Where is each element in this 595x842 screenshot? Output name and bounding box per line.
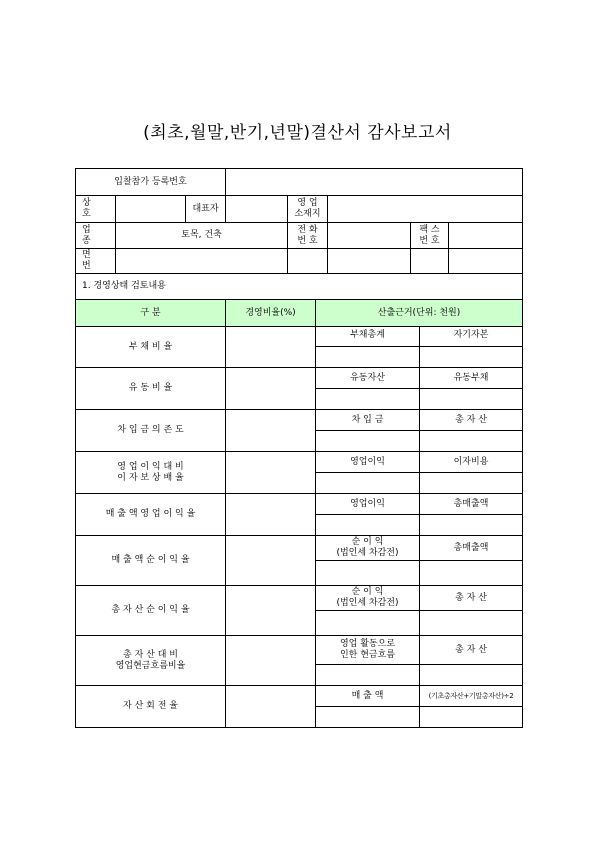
denominator-value-field[interactable] bbox=[419, 346, 523, 368]
license-field-5[interactable] bbox=[448, 248, 523, 274]
ratio-field-operating-cashflow-ratio[interactable] bbox=[225, 635, 316, 686]
license-field-3[interactable] bbox=[327, 248, 411, 274]
document-title: (최초,월말,반기,년말)결산서 감사보고서 bbox=[143, 123, 452, 143]
ratio-field-operating-margin[interactable] bbox=[225, 493, 316, 536]
denominator-value-field[interactable] bbox=[419, 610, 523, 636]
ceo-field[interactable] bbox=[225, 195, 288, 223]
row-label-asset-turnover: 자 산 회 전 율 bbox=[75, 685, 226, 728]
fax-field[interactable] bbox=[448, 222, 523, 249]
row-label-return-on-assets: 총 자 산 순 이 익 율 bbox=[75, 585, 226, 636]
numerator-value-field[interactable] bbox=[315, 346, 420, 368]
denominator-value-field[interactable] bbox=[419, 560, 523, 586]
column-header-basis: 산출근거(단위: 천원) bbox=[315, 299, 523, 327]
license-field-4[interactable] bbox=[410, 248, 449, 274]
row-label-net-margin: 매 출 액 순 이 익 율 bbox=[75, 535, 226, 586]
license-field-2[interactable] bbox=[287, 248, 328, 274]
denominator-label: 총매출액 bbox=[419, 535, 523, 561]
ratio-field-debt-ratio[interactable] bbox=[225, 326, 316, 368]
license-field-1[interactable] bbox=[115, 248, 288, 274]
ratio-field-borrowing-dependency[interactable] bbox=[225, 409, 316, 452]
row-label-borrowing-dependency: 차 입 금 의 존 도 bbox=[75, 409, 226, 452]
numerator-value-field[interactable] bbox=[315, 560, 420, 586]
numerator-label: 순 이 익 (법인세 차감전) bbox=[315, 535, 420, 561]
numerator-label: 유동자산 bbox=[315, 367, 420, 389]
numerator-label: 차 입 금 bbox=[315, 409, 420, 431]
numerator-value-field[interactable] bbox=[315, 430, 420, 452]
numerator-value-field[interactable] bbox=[315, 514, 420, 536]
ceo-label: 대표자 bbox=[185, 195, 226, 223]
denominator-value-field[interactable] bbox=[419, 430, 523, 452]
row-label-current-ratio: 유 동 비 율 bbox=[75, 367, 226, 410]
fax-label: 팩 스 번 호 bbox=[410, 222, 449, 249]
ratio-field-current-ratio[interactable] bbox=[225, 367, 316, 410]
denominator-label: (기초총자산+기말총자산)÷2 bbox=[419, 685, 523, 707]
denominator-label: 이자비용 bbox=[419, 451, 523, 473]
ratio-field-interest-coverage[interactable] bbox=[225, 451, 316, 494]
denominator-label: 총 자 산 bbox=[419, 635, 523, 665]
numerator-label: 순 이 익 (법인세 차감전) bbox=[315, 585, 420, 611]
numerator-label: 영업이익 bbox=[315, 493, 420, 515]
business-address-field[interactable] bbox=[327, 195, 523, 223]
row-label-operating-cashflow-ratio: 총 자 산 대 비 영업현금흐름비율 bbox=[75, 635, 226, 686]
numerator-value-field[interactable] bbox=[315, 706, 420, 728]
denominator-label: 자기자본 bbox=[419, 326, 523, 347]
ratio-field-return-on-assets[interactable] bbox=[225, 585, 316, 636]
registration-number-field[interactable] bbox=[225, 168, 523, 196]
denominator-label: 총매출액 bbox=[419, 493, 523, 515]
row-label-debt-ratio: 부 채 비 율 bbox=[75, 326, 226, 368]
row-label-operating-margin: 매 출 액 영 업 이 익 율 bbox=[75, 493, 226, 536]
column-header-category: 구 분 bbox=[75, 299, 226, 327]
numerator-label: 영업 활동으로 인한 현금흐름 bbox=[315, 635, 420, 665]
denominator-value-field[interactable] bbox=[419, 514, 523, 536]
numerator-label: 부채총계 bbox=[315, 326, 420, 347]
ratio-field-net-margin[interactable] bbox=[225, 535, 316, 586]
section-title: 1. 경영상태 검토내용 bbox=[75, 273, 523, 300]
phone-label: 전 화 번 호 bbox=[287, 222, 328, 249]
numerator-value-field[interactable] bbox=[315, 472, 420, 494]
numerator-label: 영업이익 bbox=[315, 451, 420, 473]
denominator-label: 유동부채 bbox=[419, 367, 523, 389]
denominator-label: 총 자 산 bbox=[419, 585, 523, 611]
denominator-value-field[interactable] bbox=[419, 388, 523, 410]
registration-number-label: 입찰참가 등록번호 bbox=[75, 168, 226, 196]
row-label-interest-coverage: 영 업 이 익 대 비 이 자 보 상 배 율 bbox=[75, 451, 226, 494]
denominator-value-field[interactable] bbox=[419, 664, 523, 686]
business-type-value: 토목, 건축 bbox=[115, 222, 288, 249]
phone-field[interactable] bbox=[327, 222, 411, 249]
denominator-value-field[interactable] bbox=[419, 706, 523, 728]
ratio-field-asset-turnover[interactable] bbox=[225, 685, 316, 728]
license-label: 면 번 bbox=[75, 248, 116, 274]
numerator-label: 매 출 액 bbox=[315, 685, 420, 707]
numerator-value-field[interactable] bbox=[315, 388, 420, 410]
column-header-ratio: 경영비율(%) bbox=[225, 299, 316, 327]
business-address-label: 영 업 소재지 bbox=[287, 195, 328, 223]
audit-report-form bbox=[75, 168, 523, 728]
company-name-label: 상 호 bbox=[75, 195, 116, 223]
denominator-label: 총 자 산 bbox=[419, 409, 523, 431]
denominator-value-field[interactable] bbox=[419, 472, 523, 494]
numerator-value-field[interactable] bbox=[315, 610, 420, 636]
company-name-field[interactable] bbox=[115, 195, 186, 223]
numerator-value-field[interactable] bbox=[315, 664, 420, 686]
business-type-label: 업 종 bbox=[75, 222, 116, 249]
